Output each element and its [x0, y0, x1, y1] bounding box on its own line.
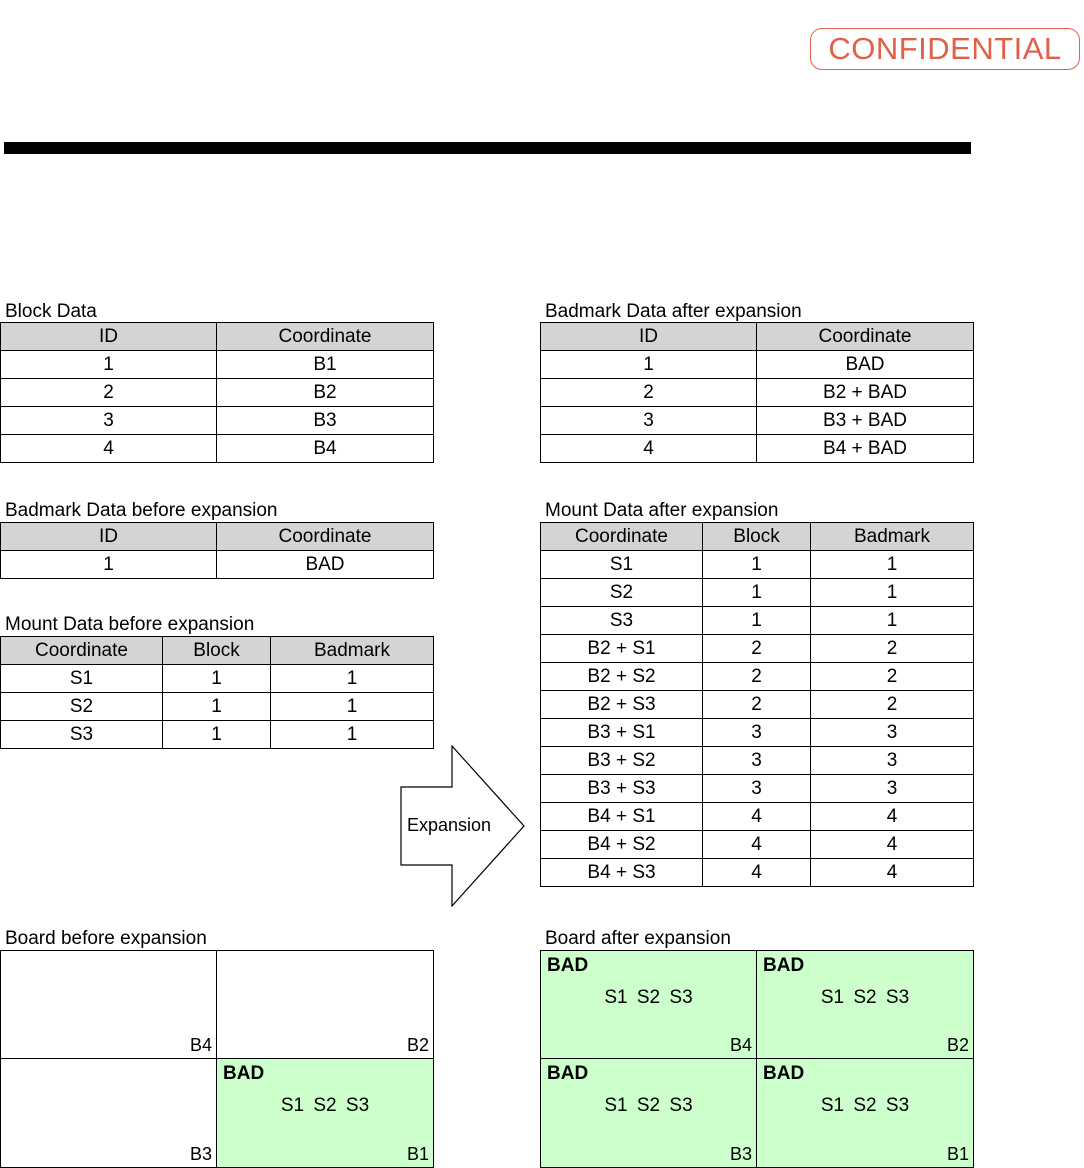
- badmark-before-table: [0, 522, 434, 579]
- table-row: [1, 435, 434, 463]
- table-cell: B3 + S3: [541, 775, 703, 803]
- table-cell: B2 + S1: [541, 635, 703, 663]
- mount-positions: S1 S2 S3: [604, 987, 693, 1008]
- column-header: Coordinate: [1, 637, 163, 665]
- board-block-b1: [756, 1058, 974, 1168]
- table-cell: 2: [811, 635, 974, 663]
- column-header: ID: [1, 323, 217, 351]
- table-cell: 1: [703, 579, 811, 607]
- table-cell: S2: [541, 579, 703, 607]
- table-cell: 1: [811, 579, 974, 607]
- mount-after-caption: Mount Data after expansion: [545, 500, 779, 521]
- mount-before-table: [0, 636, 434, 749]
- table-row: [1, 665, 434, 693]
- block-data-caption: Block Data: [5, 301, 97, 322]
- table-cell: S1: [1, 665, 163, 693]
- table-row: [1, 551, 434, 579]
- table-row: [541, 435, 974, 463]
- table-row: [541, 859, 974, 887]
- table-cell: 1: [163, 665, 271, 693]
- confidential-stamp: CONFIDENTIAL: [810, 28, 1080, 70]
- table-cell: 1: [271, 665, 434, 693]
- column-header: ID: [1, 523, 217, 551]
- table-cell: B1: [217, 351, 434, 379]
- table-cell: 4: [811, 803, 974, 831]
- table-cell: S3: [541, 607, 703, 635]
- table-cell: 4: [1, 435, 217, 463]
- column-header: ID: [541, 323, 757, 351]
- table-cell: 2: [811, 691, 974, 719]
- table-row: [541, 579, 974, 607]
- column-header: Block: [163, 637, 271, 665]
- table-cell: 3: [811, 719, 974, 747]
- table-row: [541, 351, 974, 379]
- table-row: [1, 693, 434, 721]
- mount-positions: S1 S2 S3: [280, 1095, 370, 1116]
- table-row: [1, 379, 434, 407]
- expansion-label: Expansion: [407, 815, 492, 835]
- table-cell: 4: [811, 859, 974, 887]
- table-header-row: [541, 323, 974, 351]
- table-cell: B4 + S3: [541, 859, 703, 887]
- table-row: [541, 663, 974, 691]
- table-row: [1, 721, 434, 749]
- table-cell: 1: [163, 693, 271, 721]
- table-cell: 3: [811, 775, 974, 803]
- table-cell: 2: [1, 379, 217, 407]
- mount-after-table: [540, 522, 974, 887]
- table-header-row: [541, 523, 974, 551]
- table-cell: S2: [1, 693, 163, 721]
- table-cell: 2: [703, 691, 811, 719]
- table-row: [541, 691, 974, 719]
- block-label: B4: [729, 1035, 752, 1055]
- badmark-label: BAD: [223, 1063, 265, 1084]
- table-cell: 1: [1, 351, 217, 379]
- table-cell: 4: [541, 435, 757, 463]
- table-cell: 2: [541, 379, 757, 407]
- column-header: Badmark: [811, 523, 974, 551]
- board-block-b4: [0, 950, 217, 1059]
- table-cell: 3: [703, 719, 811, 747]
- table-cell: B4 + S2: [541, 831, 703, 859]
- board-after-caption: Board after expansion: [545, 928, 731, 949]
- table-header-row: [1, 323, 434, 351]
- board-before: [0, 950, 433, 1167]
- table-row: [541, 719, 974, 747]
- table-cell: 2: [703, 635, 811, 663]
- mount-positions: S1 S2 S3: [604, 1095, 693, 1116]
- table-row: [1, 407, 434, 435]
- badmark-label: BAD: [547, 955, 589, 976]
- table-cell: 2: [811, 663, 974, 691]
- block-label: B2: [406, 1035, 429, 1055]
- mount-positions: S1 S2 S3: [820, 1095, 910, 1116]
- badmark-before-caption: Badmark Data before expansion: [5, 500, 278, 521]
- table-cell: 1: [541, 351, 757, 379]
- badmark-after-caption: Badmark Data after expansion: [545, 301, 802, 322]
- table-cell: 1: [811, 551, 974, 579]
- column-header: Block: [703, 523, 811, 551]
- table-cell: 4: [811, 831, 974, 859]
- board-block-b2: [756, 950, 974, 1059]
- table-cell: 2: [703, 663, 811, 691]
- block-label: B4: [189, 1035, 212, 1055]
- board-before-caption: Board before expansion: [5, 928, 207, 949]
- table-cell: B2 + S3: [541, 691, 703, 719]
- table-cell: B2 + S2: [541, 663, 703, 691]
- block-label: B1: [946, 1144, 969, 1164]
- block-data-table: [0, 322, 434, 463]
- column-header: Coordinate: [217, 523, 434, 551]
- table-cell: S3: [1, 721, 163, 749]
- table-cell: 1: [811, 607, 974, 635]
- block-label: B1: [406, 1144, 429, 1164]
- block-label: B3: [189, 1144, 212, 1164]
- table-row: [541, 635, 974, 663]
- table-row: [541, 803, 974, 831]
- table-cell: B4 + S1: [541, 803, 703, 831]
- badmark-label: BAD: [763, 955, 805, 976]
- table-row: [541, 379, 974, 407]
- table-row: [541, 407, 974, 435]
- table-cell: B3 + BAD: [757, 407, 974, 435]
- table-cell: 1: [271, 693, 434, 721]
- table-row: [541, 775, 974, 803]
- mount-positions: S1 S2 S3: [820, 987, 910, 1008]
- table-cell: 3: [703, 775, 811, 803]
- board-block-b3: [540, 1058, 757, 1168]
- table-cell: 4: [703, 831, 811, 859]
- table-cell: 3: [1, 407, 217, 435]
- board-block-b2: [216, 950, 434, 1059]
- table-row: [541, 831, 974, 859]
- board-block-b3: [0, 1058, 217, 1168]
- table-cell: 3: [811, 747, 974, 775]
- badmark-label: BAD: [763, 1063, 805, 1084]
- table-cell: B4 + BAD: [757, 435, 974, 463]
- column-header: Badmark: [271, 637, 434, 665]
- badmark-after-table: [540, 322, 974, 463]
- board-block-b1: [216, 1058, 434, 1168]
- table-cell: 1: [703, 607, 811, 635]
- table-cell: 1: [703, 551, 811, 579]
- block-label: B2: [946, 1035, 969, 1055]
- table-cell: 1: [1, 551, 217, 579]
- table-cell: 4: [703, 803, 811, 831]
- table-row: [541, 747, 974, 775]
- mount-before-caption: Mount Data before expansion: [5, 614, 255, 635]
- table-cell: 3: [541, 407, 757, 435]
- table-cell: B4: [217, 435, 434, 463]
- table-cell: 1: [163, 721, 271, 749]
- table-cell: B3 + S1: [541, 719, 703, 747]
- table-cell: 4: [703, 859, 811, 887]
- table-cell: 1: [271, 721, 434, 749]
- table-cell: BAD: [217, 551, 434, 579]
- title-rule: [4, 142, 971, 154]
- column-header: Coordinate: [541, 523, 703, 551]
- table-cell: 3: [703, 747, 811, 775]
- column-header: Coordinate: [217, 323, 434, 351]
- table-row: [1, 351, 434, 379]
- table-cell: B2: [217, 379, 434, 407]
- table-cell: B2 + BAD: [757, 379, 974, 407]
- board-after: [540, 950, 973, 1167]
- board-block-b4: [540, 950, 757, 1059]
- table-row: [541, 607, 974, 635]
- table-header-row: [1, 637, 434, 665]
- column-header: Coordinate: [757, 323, 974, 351]
- table-cell: B3: [217, 407, 434, 435]
- block-label: B3: [729, 1144, 752, 1164]
- table-cell: S1: [541, 551, 703, 579]
- table-row: [541, 551, 974, 579]
- table-cell: B3 + S2: [541, 747, 703, 775]
- table-cell: BAD: [757, 351, 974, 379]
- badmark-label: BAD: [547, 1063, 589, 1084]
- table-header-row: [1, 523, 434, 551]
